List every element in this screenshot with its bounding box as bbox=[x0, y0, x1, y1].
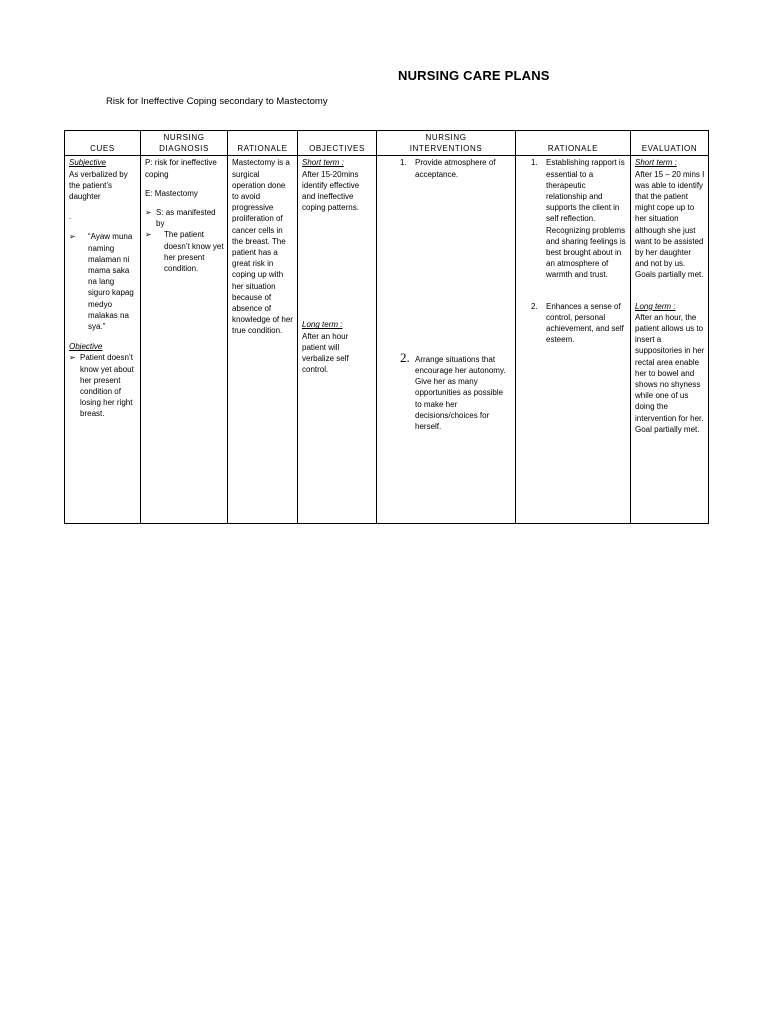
care-plan-row bbox=[65, 156, 709, 524]
objectives-cell bbox=[298, 156, 377, 524]
eval-long-term-result: Goal partially met. bbox=[635, 424, 700, 434]
care-plan-table bbox=[64, 130, 709, 524]
rationale-number: 1. bbox=[531, 158, 538, 168]
eval-long-term-text: After an hour, the patient allows us to insert a suppositories in her rectal area enable her to bowel and shows no shyness while one of us doing the intervention for her. bbox=[635, 312, 705, 423]
rationale-text: Mastectomy is a surgical operation done to avoid progressive proliferation of cancer cells in the breast. The patient has a great risk in coping up with her situation because of absence of knowledge of her true condition. bbox=[232, 158, 293, 336]
arrow-bullet-icon: ➢ bbox=[145, 208, 152, 218]
arrow-bullet-icon: ➢ bbox=[69, 232, 76, 242]
header-rationale-2: RATIONALE bbox=[516, 131, 631, 156]
diagnosis-detail: The patient doesn’t know yet her present condition. bbox=[164, 230, 224, 274]
rationale-cell bbox=[228, 156, 298, 524]
arrow-bullet-icon: ➢ bbox=[69, 353, 76, 363]
intervention-text: Provide atmosphere of acceptance. bbox=[415, 158, 496, 179]
evaluation-cell bbox=[631, 156, 709, 524]
eval-long-term-label: Long term : bbox=[635, 301, 676, 311]
objective-label: Objective bbox=[69, 342, 103, 352]
rationale-item bbox=[530, 157, 626, 280]
short-term-objective: After 15-20mins identify effective and ineffective coping patterns. bbox=[302, 169, 360, 213]
rationale-number: 2. bbox=[531, 301, 538, 311]
intervention-item bbox=[399, 349, 509, 432]
intervention-text: Arrange situations that encourage her autonomy. Give her as many opportunities as possible to make her decisions/choices for herself. bbox=[415, 354, 506, 432]
rationale-item-text: Establishing rapport is essential to a therapeutic relationship and supports the client in self reflection. Recognizing problems and sharing feelings is best brought about in an atmosphere of warmth and trust. bbox=[546, 158, 626, 280]
cues-cell bbox=[65, 156, 141, 524]
header-nursing-interventions: NURSING INTERVENTIONS bbox=[377, 131, 516, 156]
arrow-bullet-icon: ➢ bbox=[145, 230, 152, 240]
diagnosis-cell bbox=[141, 156, 228, 524]
patient-quote: “Ayaw muna naming malaman ni mama saka na lang siguro kapag medyo malakas na sya.” bbox=[88, 232, 134, 332]
header-row bbox=[65, 131, 709, 156]
intervention-number: 2. bbox=[400, 349, 410, 365]
diagnosis-signs: S: as manifested by bbox=[156, 208, 216, 229]
header-rationale: RATIONALE bbox=[228, 131, 298, 156]
diagnosis-etiology: E: Mastectomy bbox=[145, 188, 198, 198]
eval-short-term-text: After 15 – 20 mins I was able to identify that the patient might cope up to her situation although she just want to be assisted by her daughter and not by us. bbox=[635, 169, 705, 269]
rationale-2-cell bbox=[516, 156, 631, 524]
objective-item bbox=[69, 352, 137, 419]
eval-short-term-result: Goals partially met. bbox=[635, 270, 704, 280]
long-term-label: Long term : bbox=[302, 320, 343, 330]
subjective-text: As verbalized by the patient’s daughter bbox=[69, 169, 128, 202]
quote-item bbox=[69, 231, 137, 332]
intervention-number: 1. bbox=[400, 158, 407, 168]
page-subtitle: Risk for Ineffective Coping secondary to Mastectomy bbox=[106, 96, 328, 107]
diagnosis-problem: P: risk for ineffective coping bbox=[145, 158, 217, 179]
eval-short-term-label: Short term : bbox=[635, 158, 677, 168]
long-term-objective: After an hour patient will verbalize self control. bbox=[302, 331, 349, 375]
diagnosis-signs-item bbox=[145, 207, 224, 229]
rationale-item-text: Enhances a sense of control, personal achievement, and self esteem. bbox=[546, 301, 624, 345]
subjective-label: Subjective bbox=[69, 158, 106, 168]
objective-text: Patient doesn’t know yet about her present condition of losing her right breast. bbox=[80, 353, 134, 419]
rationale-item bbox=[530, 301, 626, 346]
header-nursing-diagnosis: NURSING DIAGNOSIS bbox=[141, 131, 228, 156]
short-term-label: Short term : bbox=[302, 158, 344, 168]
header-evaluation: EVALUATION bbox=[631, 131, 709, 156]
intervention-item bbox=[399, 157, 509, 179]
interventions-cell bbox=[377, 156, 516, 524]
header-cues: CUES bbox=[65, 131, 141, 156]
diagnosis-detail-item bbox=[145, 229, 224, 274]
cues-dot: . bbox=[69, 212, 72, 222]
page-title: NURSING CARE PLANS bbox=[398, 68, 550, 83]
header-objectives: OBJECTIVES bbox=[298, 131, 377, 156]
